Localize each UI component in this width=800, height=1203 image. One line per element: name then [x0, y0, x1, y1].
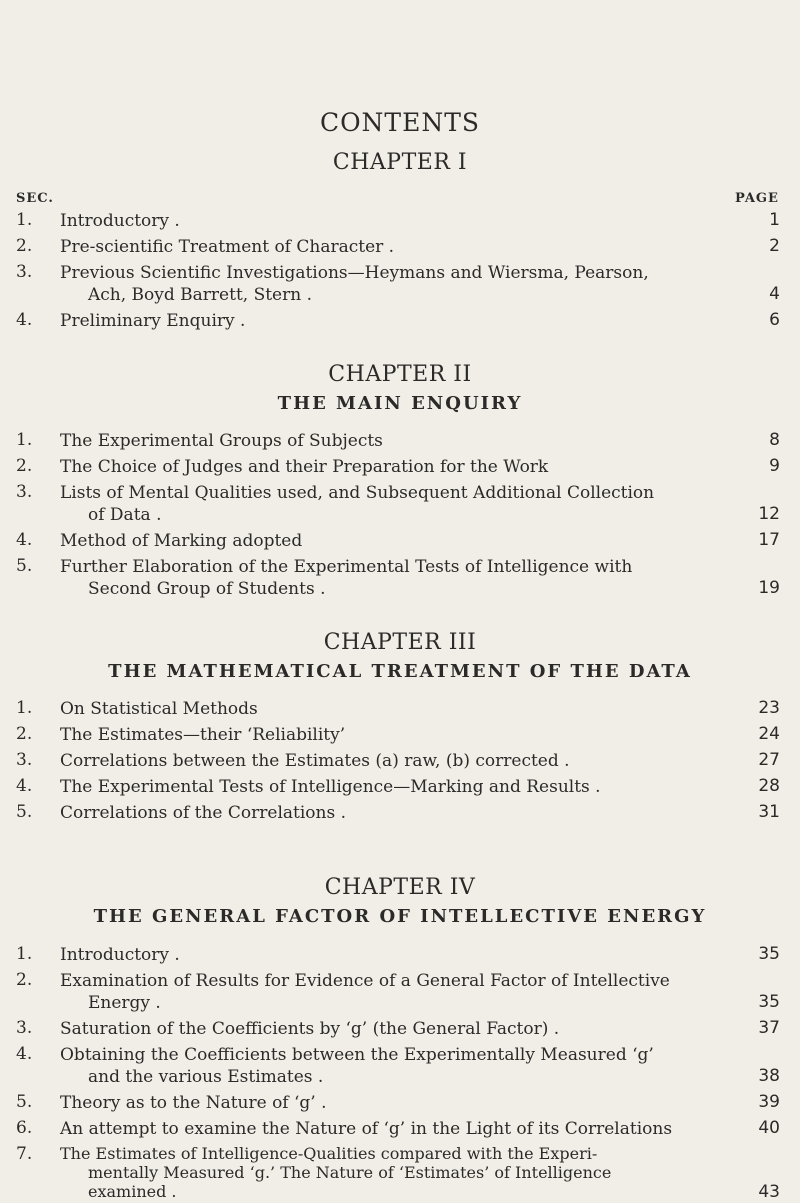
- page-number: 35: [758, 992, 780, 1012]
- page-number: 6: [769, 310, 780, 330]
- chapter-heading: CHAPTER II: [328, 362, 472, 387]
- section-number: 5.: [16, 1092, 33, 1112]
- section-title: Pre-scientific Treatment of Character .: [60, 237, 395, 257]
- chapter-heading: CHAPTER I: [332, 150, 468, 175]
- chapter-subtitle: THE MAIN ENQUIRY: [277, 393, 523, 414]
- section-title: The Experimental Groups of Subjects: [60, 431, 383, 451]
- section-title: Previous Scientific Investigations—Heymans and Wiersma, Pearson, Ach, Boyd Barrett, Stern .: [60, 263, 649, 305]
- section-number: 2.: [16, 724, 33, 744]
- section-title: Method of Marking adopted: [60, 531, 303, 551]
- chapter-heading: CHAPTER III: [323, 630, 477, 655]
- page-number: 9: [769, 456, 780, 476]
- section-title: Correlations between the Estimates (a) raw, (b) corrected .: [60, 751, 570, 771]
- page-number: 23: [758, 698, 780, 718]
- page-number: 17: [758, 530, 780, 550]
- page-number: 27: [758, 750, 780, 770]
- section-title: The Estimates of Intelligence-Qualities compared with the Experi- mentally Measured ‘g.’ The Nature of ‘Estimates’ of Intelligence examined .: [60, 1144, 612, 1201]
- section-title: Obtaining the Coefficients between the Experimentally Measured ‘g’ and the various Estimates .: [60, 1045, 654, 1087]
- section-number: 5.: [16, 802, 33, 822]
- page-number: 38: [758, 1066, 780, 1086]
- section-number: 4.: [16, 1044, 33, 1064]
- page-number: 19: [758, 578, 780, 598]
- section-number: 4.: [16, 310, 33, 330]
- page-number: 28: [758, 776, 780, 796]
- page-number: 12: [758, 504, 780, 524]
- section-number: 3.: [16, 750, 33, 770]
- section-number: 1.: [16, 944, 33, 964]
- section-title: Preliminary Enquiry .: [60, 311, 246, 331]
- section-title: Introductory .: [60, 211, 180, 231]
- section-number: 1.: [16, 210, 33, 230]
- section-number: 2.: [16, 236, 33, 256]
- section-title: The Choice of Judges and their Preparation for the Work: [60, 457, 549, 477]
- page-column-head: PAGE: [735, 191, 779, 206]
- section-title: Theory as to the Nature of ‘g’ .: [60, 1093, 327, 1113]
- section-number: 2.: [16, 970, 33, 990]
- section-number: 3.: [16, 482, 33, 502]
- page-number: 24: [758, 724, 780, 744]
- section-number: 4.: [16, 776, 33, 796]
- page-number: 31: [758, 802, 780, 822]
- section-number: 2.: [16, 456, 33, 476]
- section-title: Correlations of the Correlations .: [60, 803, 346, 823]
- page-number: 8: [769, 430, 780, 450]
- section-number: 7.: [16, 1144, 33, 1164]
- chapter-subtitle: THE MATHEMATICAL TREATMENT OF THE DATA: [108, 661, 692, 682]
- section-number: 3.: [16, 1018, 33, 1038]
- section-number: 6.: [16, 1118, 33, 1138]
- section-number: 3.: [16, 262, 33, 282]
- section-number: 5.: [16, 556, 33, 576]
- page-number: 4: [769, 284, 780, 304]
- page-number: 37: [758, 1018, 780, 1038]
- section-title: Introductory .: [60, 945, 180, 965]
- section-title: The Estimates—their ‘Reliability’: [60, 725, 346, 745]
- section-title: An attempt to examine the Nature of ‘g’ in the Light of its Correlations: [60, 1119, 673, 1139]
- page-number: 43: [758, 1182, 780, 1202]
- chapter-subtitle: THE GENERAL FACTOR OF INTELLECTIVE ENERGY: [93, 906, 707, 927]
- section-title: Examination of Results for Evidence of a General Factor of Intellective Energy .: [60, 971, 670, 1013]
- section-title: On Statistical Methods: [60, 699, 258, 719]
- section-number: 1.: [16, 430, 33, 450]
- page-title: CONTENTS: [319, 108, 481, 137]
- page-number: 40: [758, 1118, 780, 1138]
- sec-column-head: SEC.: [16, 191, 54, 206]
- section-number: 1.: [16, 698, 33, 718]
- page-number: 1: [769, 210, 780, 230]
- chapter-heading: CHAPTER IV: [324, 875, 476, 900]
- page-number: 39: [758, 1092, 780, 1112]
- section-title: The Experimental Tests of Intelligence—Marking and Results .: [60, 777, 601, 797]
- page-number: 2: [769, 236, 780, 256]
- section-title: Further Elaboration of the Experimental Tests of Intelligence with Second Group of Students .: [60, 557, 633, 599]
- page-number: 35: [758, 944, 780, 964]
- section-number: 4.: [16, 530, 33, 550]
- section-title: Lists of Mental Qualities used, and Subsequent Additional Collection of Data .: [60, 483, 655, 525]
- section-title: Saturation of the Coefficients by ‘g’ (the General Factor) .: [60, 1019, 560, 1039]
